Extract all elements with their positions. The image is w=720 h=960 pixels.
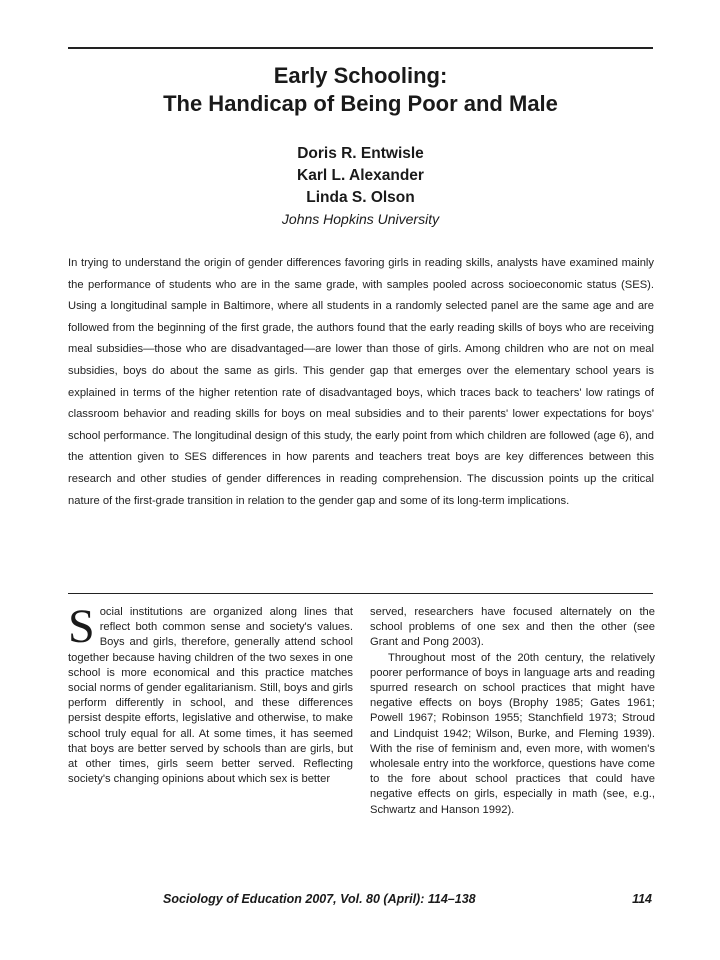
abstract-divider (68, 593, 653, 594)
body-paragraph: served, researchers have focused alternately on the school problems of one sex and then the other (see Grant and Pong 2003). (370, 606, 655, 649)
page-number: 114 (632, 892, 652, 906)
top-rule (68, 47, 653, 49)
article-title (68, 62, 653, 118)
author-name: Doris R. Entwisle (297, 145, 424, 162)
body-paragraph: ocial institutions are organized along lines that reflect both common sense and society's values. Boys and girls, therefore, generally attend school together because having children of the two sexes in one school is more economical and this practice matches social norms of gender egalitarianism. Still, boys and girls perform differently in school, and these differences persist despite efforts, legislative and otherwise, to make school truly equal for all. At some times, it has seemed that boys are better served by schools than are girls, but at other times, girls seem better served. Reflecting society's changing opinions about which sex is better (68, 606, 353, 786)
title-line-2: The Handicap of Being Poor and Male (163, 91, 558, 116)
title-line-1: Early Schooling: (273, 63, 448, 88)
author-name: Linda S. Olson (306, 189, 415, 206)
author-list (68, 143, 653, 209)
author-name: Karl L. Alexander (297, 167, 424, 184)
author-affiliation: Johns Hopkins University (281, 211, 440, 227)
body-paragraph: Throughout most of the 20th century, the relatively poorer performance of boys in language arts and reading spurred research on school practices that might have negative effects on boys (Brophy 1985; Gates 1961; Powell 1967; Robinson 1955; Stanchfield 1973; Stroud and Lindquist 1942; Wilson, Burke, and Fleming 1939). With the rise of feminism and, even more, with women's wholesale entry into the workforce, questions have come to the fore about school practices that could have negative effects on girls, especially in math (see, e.g., Schwartz and Hanson 1992). (370, 651, 655, 816)
body-column-right (370, 605, 655, 818)
journal-citation: Sociology of Education 2007, Vol. 80 (April): 114–138 (163, 892, 476, 906)
body-column-left (68, 600, 353, 787)
abstract-text: In trying to understand the origin of gender differences favoring girls in reading skills, analysts have examined mainly the performance of students who are in the same grade, with samples pooled across socioeconomic status (SES). Using a longitudinal sample in Baltimore, where all students in a randomly selected panel are the same age and are followed from the beginning of the first grade, the authors found that the early reading skills of boys who are receiving meal subsidies—those who are disadvantaged—are lower than those of girls. Among children who are not on meal subsidies, boys do about the same as girls. This gender gap that emerges over the elementary school years is explained in terms of the higher retention rate of disadvantaged boys, which traces back to teachers' low ratings of classroom behavior and reading skills for boys on meal subsidies and to their parents' lower expectations for boys' school performance. The longitudinal design of this study, the early point from which children are followed (age 6), and the attention given to SES differences in how parents and teachers treat boys are key differences between this research and other studies of gender differences in reading comprehension. The discussion points up the critical nature of the first-grade transition in relation to the gender gap and some of its long-term implications. (68, 257, 654, 507)
drop-cap: S (68, 600, 95, 653)
